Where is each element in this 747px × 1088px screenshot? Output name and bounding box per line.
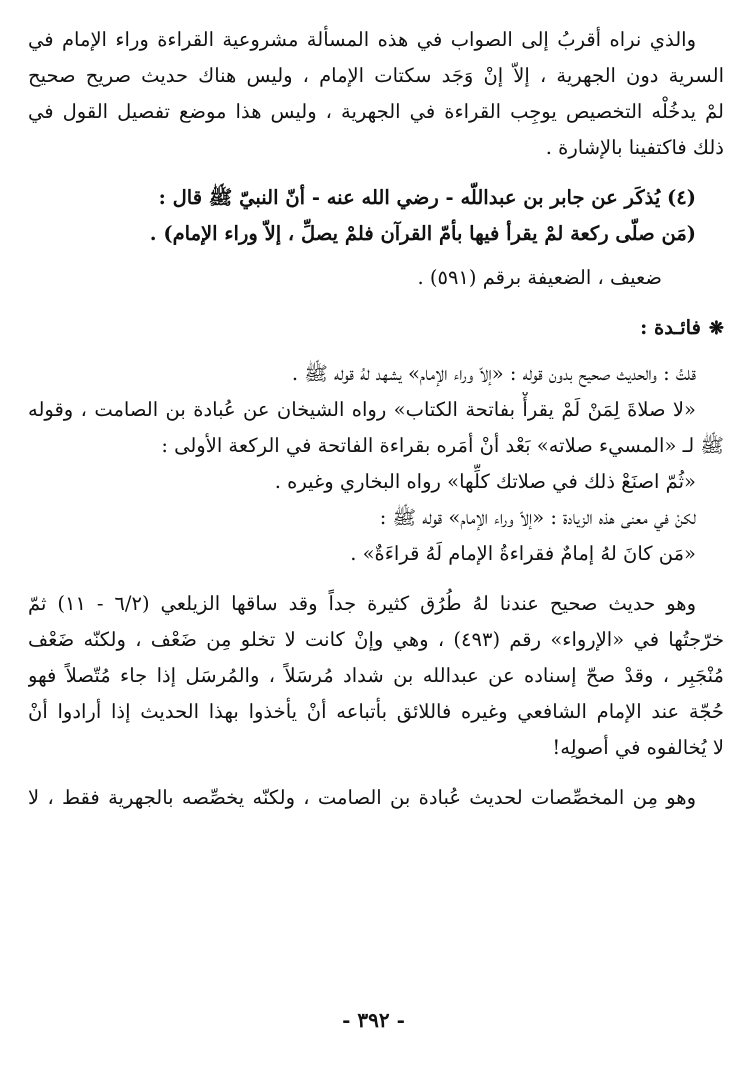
text-line: والذي نراه أقربُ إلى الصواب في هذه المسألة مشروعية القراءة وراء الإمام في: [28, 28, 696, 51]
text-line: «لا صلاةَ لِمَنْ لَمْ يقرأْ بفاتحة الكتاب» رواه الشيخان عن عُبادة بن الصامت ، وقوله: [28, 398, 696, 421]
text-line: حُجّة عند الإمام الشافعي وغيره فاللائق بأتباعه أنْ يأخذوا بهذا الحديث إذا أرادوا أنْ: [28, 700, 724, 723]
text-line: وهو حديث صحيح عندنا لهُ طُرُق كثيرة جداً وقد ساقها الزيلعي (٦/٢ - ١١) ثمّ: [28, 592, 696, 615]
hadith-text: (مَن صلّى ركعة لمْ يقرأ فيها بأمّ القرآن فلمْ يصلِّ ، إلاّ وراء الإمام) .: [149, 222, 696, 245]
text-line: «ثُمّ اصنَعْ ذلك في صلاتك كلِّها» رواه البخاري وغيره .: [274, 470, 696, 493]
star-icon: ❋: [708, 318, 724, 339]
text-line: لمْ يدخُلْه التخصيص يوجِب القراءة في الجهرية ، وليس هذا موضع تفصيل القول في: [28, 100, 724, 123]
closing-paragraph: [28, 780, 724, 816]
text-line: خرّجتُها في «الإرواء» رقم (٤٩٣) ، وهي وإنْ كانت لا تخلو مِن ضَعْف ، ولكنّه ضَعْف: [28, 628, 724, 651]
page-number: - ٣٩٢ -: [342, 1008, 405, 1032]
text-line: لكنْ في معنى هذه الزيادة : «إلاّ وراء الإمام» قوله ﷺ :: [379, 506, 696, 529]
text-line: ﷺ لـ «المسيء صلاته» بَعْد أنْ أمَره بقراءة الفاتحة في الركعة الأولى :: [161, 434, 724, 457]
page-body: [28, 22, 724, 830]
hadith-4-block: [28, 180, 724, 296]
text-line: قلتُ : والحديث صحيح بدون قوله : «إلاّ وراء الإمام» يشهد لهُ قوله ﷺ .: [291, 362, 696, 385]
text-line: مُنْجَبِر ، وقدْ صحّ إسناده عن عبدالله بن شداد مُرسَلاً ، والمُرسَل إذا جاء مُتّصلاً فهو: [28, 664, 724, 687]
discussion-paragraph: [28, 586, 724, 766]
text-line: وهو مِن المخصِّصات لحديث عُبادة بن الصامت ، ولكنّه يخصِّصه بالجهرية فقط ، لا: [28, 786, 696, 809]
text-line: «مَن كانَ لهُ إمامٌ فقراءةُ الإمام لَهُ قراءَةٌ» .: [350, 542, 696, 565]
hadith-intro: (٤) يُذكَر عن جابر بن عبداللّه - رضي الله عنه - أنّ النبيّ ﷺ قال :: [158, 186, 696, 209]
fayda-title: فائـدة :: [640, 316, 701, 339]
intro-paragraph: [28, 22, 724, 166]
text-line: لا يُخالفوه في أصولِه!: [552, 736, 724, 759]
fayda-heading: [28, 310, 724, 346]
fayda-body: [28, 356, 724, 572]
text-line: ذلك فاكتفينا بالإشارة .: [545, 136, 724, 159]
text-line: السرية دون الجهرية ، إلاّ إنْ وَجَد سكتات الإمام ، وليس هناك حديث صريح صحيح: [28, 64, 724, 87]
hadith-grading: ضعيف ، الضعيفة برقم (٥٩١) .: [417, 266, 662, 289]
